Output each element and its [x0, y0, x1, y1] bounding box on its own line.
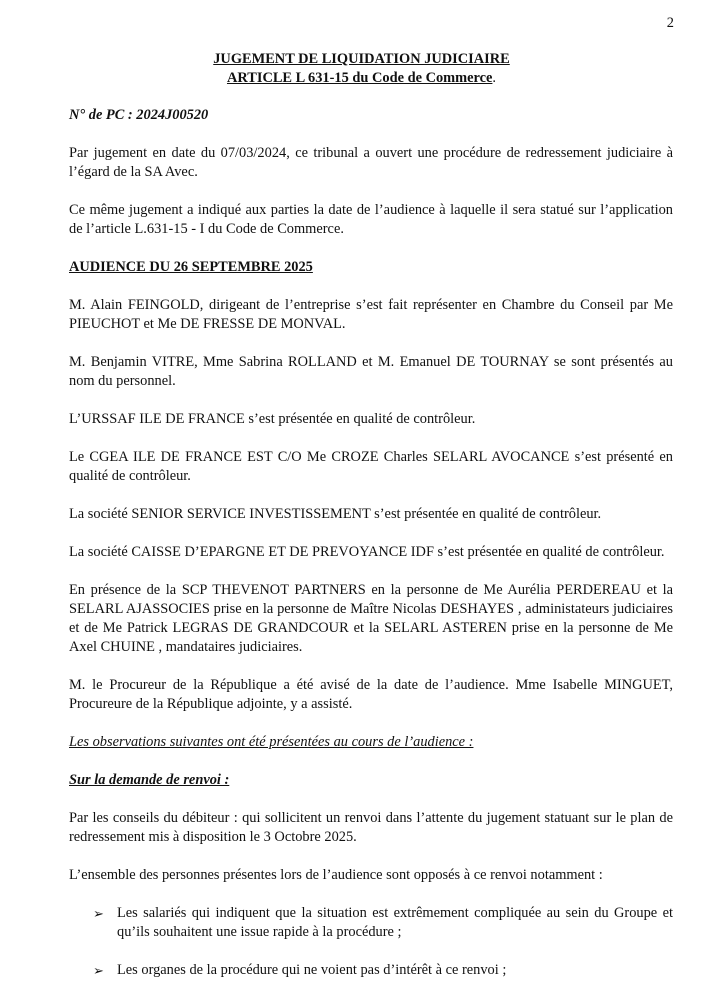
page-number: 2	[666, 15, 674, 31]
title-line-2: ARTICLE L 631-15 du Code de Commerce	[226, 70, 493, 86]
title-line-2-wrap	[0, 69, 723, 88]
title-line-1: JUGEMENT DE LIQUIDATION JUDICIAIRE	[213, 51, 510, 67]
paragraph-cgea: Le CGEA ILE DE FRANCE EST C/O Me CROZE Charles SELARL AVOCANCE s’est présenté en qualité de contrôleur.	[69, 449, 673, 484]
paragraph-renvoi-debiteur: Par les conseils du débiteur : qui sollicitent un renvoi dans l’attente du jugement statuant sur le plan de redressement mis à disposition le 3 Octobre 2025.	[69, 810, 673, 845]
audience-heading: AUDIENCE DU 26 SEPTEMBRE 2025	[69, 259, 313, 275]
document-body	[69, 106, 673, 999]
paragraph-personnel: M. Benjamin VITRE, Mme Sabrina ROLLAND et M. Emanuel DE TOURNAY se sont présentés au nom du personnel.	[69, 354, 673, 389]
arrow-bullet-icon: ➢	[93, 963, 104, 978]
paragraph-senior-service: La société SENIOR SERVICE INVESTISSEMENT s’est présentée en qualité de contrôleur.	[69, 506, 602, 522]
title-line-2-suffix: .	[492, 70, 497, 86]
paragraph-procureur: M. le Procureur de la République a été avisé de la date de l’audience. Mme Isabelle MINGUET, Procureure de la République adjointe, y a assisté.	[69, 677, 673, 712]
arrow-bullet-icon: ➢	[93, 906, 104, 921]
list-item	[69, 961, 673, 980]
list-item-text: Les organes de la procédure qui ne voient pas d’intérêt à ce renvoi ;	[117, 962, 507, 978]
renvoi-heading: Sur la demande de renvoi :	[69, 772, 230, 788]
paragraph-renvoi-opposition: L’ensemble des personnes présentes lors de l’audience sont opposés à ce renvoi notamment :	[69, 867, 603, 883]
opposition-list	[69, 904, 673, 980]
pc-number: N° de PC : 2024J00520	[69, 107, 209, 123]
paragraph-administrateurs: En présence de la SCP THEVENOT PARTNERS en la personne de Me Aurélia PERDEREAU et la SELARL AJASSOCIES prise en la personne de Maître Nicolas DESHAYES , administateurs judiciaires et de Me Patrick LEGRAS DE GRANDCOUR et la SELARL ASTEREN prise en la personne de Me Axel CHUINE , mandataires judiciaires.	[69, 582, 673, 655]
list-item-text: Les salariés qui indiquent que la situation est extrêmement compliquée au sein du Groupe et qu’ils souhaitent une issue rapide à la procédure ;	[117, 905, 673, 940]
paragraph-urssaf: L’URSSAF ILE DE FRANCE s’est présentée en qualité de contrôleur.	[69, 411, 476, 427]
observations-heading: Les observations suivantes ont été présentées au cours de l’audience :	[69, 734, 474, 750]
paragraph-caisse-epargne: La société CAISSE D’EPARGNE ET DE PREVOYANCE IDF s’est présentée en qualité de contrôleur.	[69, 544, 665, 560]
paragraph-intro-1: Par jugement en date du 07/03/2024, ce tribunal a ouvert une procédure de redressement judiciaire à l’égard de la SA Avec.	[69, 145, 673, 180]
list-item	[69, 904, 673, 942]
paragraph-intro-2: Ce même jugement a indiqué aux parties la date de l’audience à laquelle il sera statué sur l’application de l’article L.631-15 - I du Code de Commerce.	[69, 202, 673, 237]
paragraph-dirigeant: M. Alain FEINGOLD, dirigeant de l’entreprise s’est fait représenter en Chambre du Conseil par Me PIEUCHOT et Me DE FRESSE DE MONVAL.	[69, 297, 673, 332]
document-title	[0, 50, 723, 88]
